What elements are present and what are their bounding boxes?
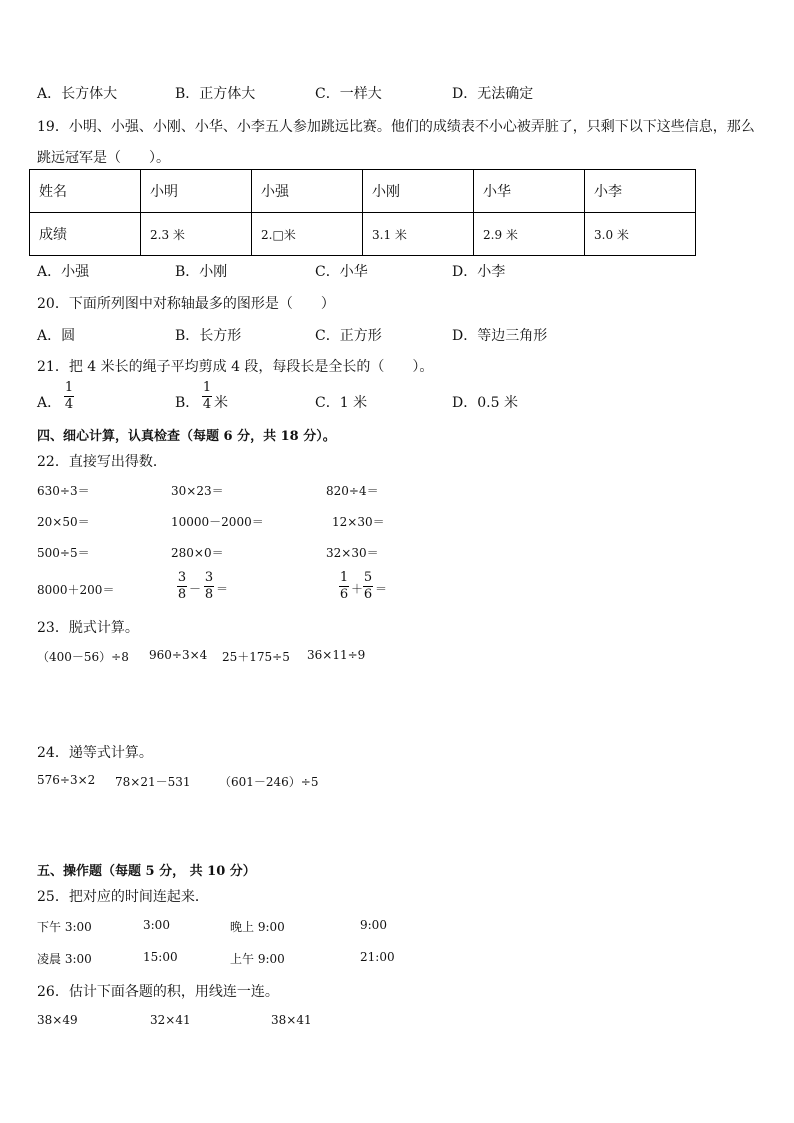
q22-fraction — [204, 571, 214, 602]
q25-item: 21:00 — [360, 950, 395, 964]
q26-item: 38×49 — [37, 1013, 78, 1027]
q23-item: 960÷3×4 — [149, 648, 208, 662]
q25-item: 下午 3:00 — [37, 920, 92, 934]
q24-item: 576÷3×2 — [37, 773, 96, 787]
q22-operator: － — [189, 582, 202, 596]
table-header-cell: 姓名 — [30, 170, 141, 213]
table-header-cell: 小李 — [585, 170, 696, 213]
q26-question: 26．估计下面各题的积，用线连一连。 — [37, 984, 279, 1000]
q22-item: 630÷3＝ — [37, 484, 90, 498]
fraction-denominator: 8 — [204, 587, 214, 602]
table-cell: 3.1 米 — [363, 213, 474, 256]
fraction-numerator: 1 — [202, 380, 212, 395]
q25-item: 15:00 — [143, 950, 178, 964]
q19-option-a: A．小强 — [37, 264, 90, 280]
q19-question-line2: 跳远冠军是（ ）。 — [37, 150, 170, 166]
q23-item: （400－56）÷8 — [37, 650, 129, 664]
q21-question: 21．把 4 米长的绳子平均剪成 4 段，每段长是全长的（ ）。 — [37, 359, 434, 375]
fraction-numerator: 5 — [363, 570, 373, 585]
score-table — [29, 169, 696, 256]
q21-option-b-fraction — [202, 381, 212, 412]
table-cell: 成绩 — [30, 213, 141, 256]
table-cell: 3.0 米 — [585, 213, 696, 256]
q24-item: 78×21－531 — [115, 775, 191, 789]
q22-item: 8000＋200＝ — [37, 583, 115, 597]
table-cell: 2.3 米 — [141, 213, 252, 256]
q20-question: 20．下面所列图中对称轴最多的图形是（ ） — [37, 296, 335, 312]
q22-operator: ＋ — [351, 582, 364, 596]
q24-question: 24．递等式计算。 — [37, 745, 153, 761]
q21-option-d: D．0.5 米 — [452, 395, 518, 411]
q21-option-a-fraction — [64, 381, 74, 412]
q19-question-line1: 19．小明、小强、小刚、小华、小李五人参加跳远比赛。他们的成绩表不小心被弄脏了，只剩下以下这些信息，那么 — [37, 119, 755, 135]
q25-item: 3:00 — [143, 918, 170, 932]
fraction-numerator: 3 — [204, 570, 214, 585]
q23-item: 36×11÷9 — [307, 648, 366, 662]
q23-question: 23．脱式计算。 — [37, 620, 139, 636]
table-row — [30, 213, 696, 256]
q18-option-d: D．无法确定 — [452, 86, 534, 102]
q20-option-d: D．等边三角形 — [452, 328, 548, 344]
q22-item: 12×30＝ — [332, 515, 385, 529]
q22-item: 500÷5＝ — [37, 546, 90, 560]
q22-item: 32×30＝ — [326, 546, 379, 560]
q26-item: 38×41 — [271, 1013, 312, 1027]
table-header-cell: 小刚 — [363, 170, 474, 213]
q22-fraction — [339, 571, 349, 602]
table-cell: 2.9 米 — [474, 213, 585, 256]
q25-item: 晚上 9:00 — [230, 920, 285, 934]
q22-equals: ＝ — [375, 582, 388, 596]
fraction-denominator: 6 — [339, 587, 349, 602]
section-5-title: 五、操作题（每题 5 分， 共 10 分） — [37, 864, 256, 879]
fraction-numerator: 1 — [64, 380, 74, 395]
table-header-cell: 小华 — [474, 170, 585, 213]
q25-question: 25．把对应的时间连起来． — [37, 889, 209, 905]
q21-option-a-label: A． — [37, 395, 62, 411]
q22-fraction — [177, 571, 187, 602]
q25-item: 上午 9:00 — [230, 952, 285, 966]
table-header-cell: 小明 — [141, 170, 252, 213]
q20-option-c: C．正方形 — [315, 328, 382, 344]
q21-option-b-unit: 米 — [214, 395, 228, 411]
q20-option-a: A．圆 — [37, 328, 76, 344]
fraction-numerator: 3 — [177, 570, 187, 585]
q23-item: 25＋175÷5 — [222, 650, 290, 664]
q18-option-c: C．一样大 — [315, 86, 382, 102]
q21-option-c: C．1 米 — [315, 395, 368, 411]
q22-question: 22．直接写出得数． — [37, 454, 167, 470]
q22-fraction — [363, 571, 373, 602]
fraction-denominator: 6 — [363, 587, 373, 602]
q20-option-b: B．长方形 — [175, 328, 242, 344]
q22-equals: ＝ — [216, 582, 229, 596]
section-4-title: 四、细心计算，认真检查（每题 6 分，共 18 分）。 — [37, 429, 336, 444]
q19-option-d: D．小李 — [452, 264, 506, 280]
q19-option-b: B．小刚 — [175, 264, 228, 280]
table-row — [30, 170, 696, 213]
q22-item: 30×23＝ — [171, 484, 224, 498]
q19-option-c: C．小华 — [315, 264, 368, 280]
q24-item: （601－246）÷5 — [219, 775, 319, 789]
q18-option-a: A．长方体大 — [37, 86, 118, 102]
q22-item: 280×0＝ — [171, 546, 224, 560]
q25-item: 凌晨 3:00 — [37, 952, 92, 966]
fraction-denominator: 4 — [64, 397, 74, 412]
fraction-denominator: 8 — [177, 587, 187, 602]
fraction-denominator: 4 — [202, 397, 212, 412]
q18-option-b: B．正方体大 — [175, 86, 256, 102]
table-header-cell: 小强 — [252, 170, 363, 213]
q22-item: 20×50＝ — [37, 515, 90, 529]
q22-item: 10000－2000＝ — [171, 515, 264, 529]
fraction-numerator: 1 — [339, 570, 349, 585]
q25-item: 9:00 — [360, 918, 387, 932]
q26-item: 32×41 — [150, 1013, 191, 1027]
q21-option-b-label: B． — [175, 395, 200, 411]
q22-item: 820÷4＝ — [326, 484, 379, 498]
table-cell: 2.□米 — [252, 213, 363, 256]
